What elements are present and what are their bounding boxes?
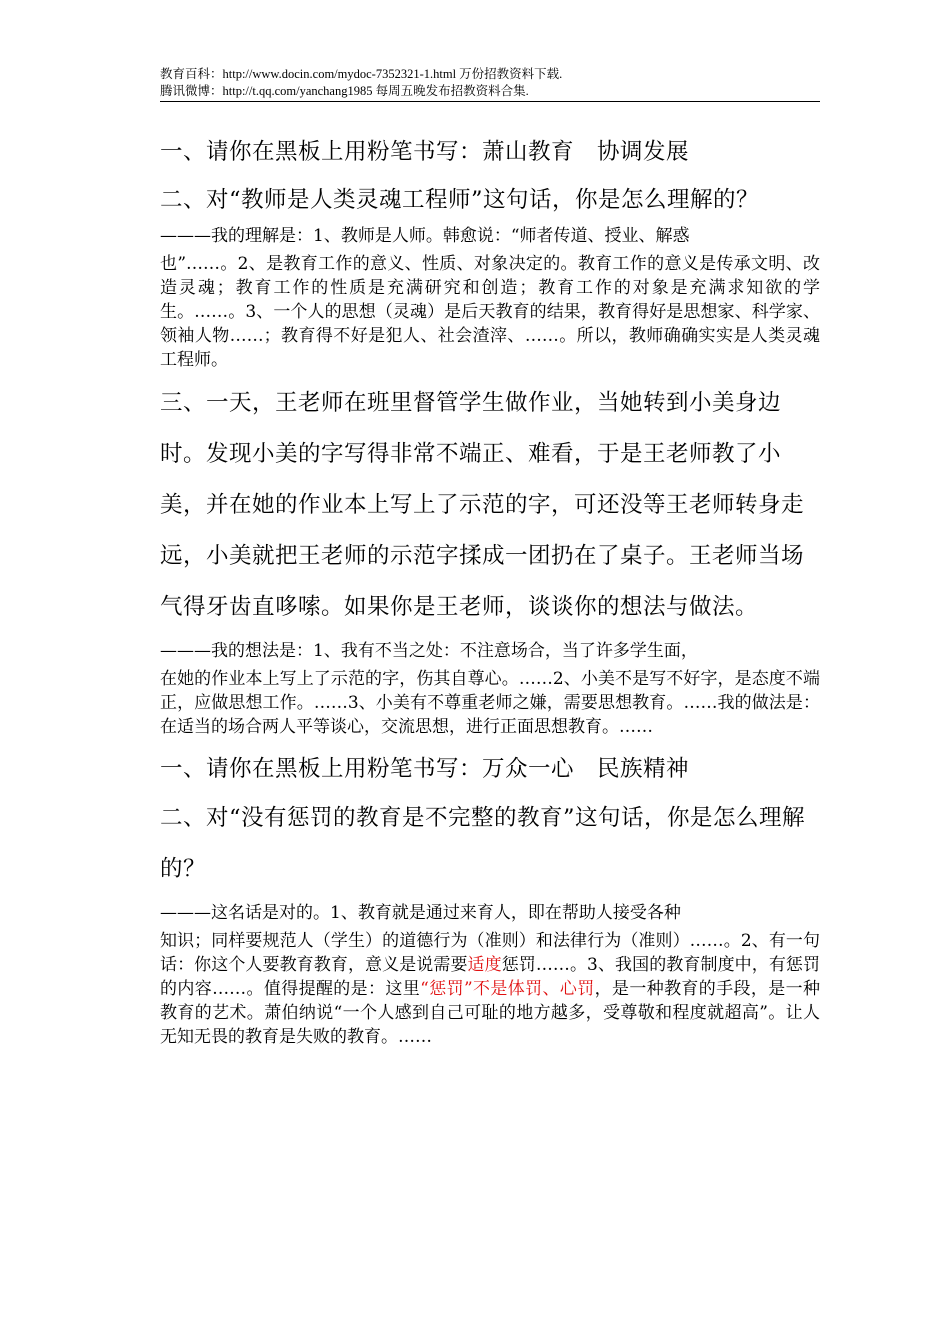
answer-3-first-line: ———我的想法是：1、我有不当之处：不注意场合，当了许多学生面， — [160, 641, 698, 661]
answer-3-body: 在她的作业本上写上了示范的字，伤其自尊心。……2、小美不是写不好字，是态度不端正，应做思想工作。……3、小美有不尊重老师之嫌，需要思想教育。……我的做法是：在适当的场合两人平等谈心，交流思想，进行正面思想教育。…… — [160, 669, 820, 737]
answer-5-part-1: 知识；同样要规范人（学生）的道德行为（准则）和法律行为（准则）……。2、有一句话：你这个人要教育教育，意义是说需要 — [160, 931, 820, 975]
answer-5-first-line: ———这名话是对的。1、教育就是通过来育人，即在帮助人接受各种 — [160, 903, 681, 923]
answer-5-highlight-moderate: 适度 — [467, 955, 502, 975]
question-3: 三、一天，王老师在班里督管学生做作业，当她转到小美身边时。发现小美的字写得非常不端正、难看，于是王老师教了小美，并在她的作业本上写上了示范的字，可还没等王老师转身走远，小美就把王老师的示范字揉成一团扔在了桌子。王老师当场气得牙齿直哆嗦。如果你是王老师，谈谈你的想法与做法。 — [160, 390, 805, 620]
answer-5-highlight-punishment: “惩罚”不是体罚、心罚 — [420, 979, 595, 999]
question-5: 二、对“没有惩罚的教育是不完整的教育”这句话，你是怎么理解的？ — [160, 805, 806, 882]
document-body — [160, 128, 820, 1049]
answer-5-part-3: ，是一种教育的手段，是一种教育的艺术。萧伯纳说“一个人感到自己可耻的地方越多，受尊敬和程度就超高”。让人无知无畏的教育是失败的教育。…… — [160, 979, 821, 1047]
question-1: 一、请你在黑板上用粉笔书写：萧山教育 协调发展 — [160, 139, 690, 165]
answer-2-first-line: ———我的理解是：1、教师是人师。韩愈说：“师者传道、授业、解惑 — [160, 226, 690, 246]
answer-5-part-2: 惩罚……。3、我国的教育制度中，有惩罚的内容……。值得提醒的是：这里 — [160, 955, 820, 999]
answer-3 — [160, 639, 820, 739]
question-4: 一、请你在黑板上用粉笔书写：万众一心 民族精神 — [160, 756, 690, 782]
answer-5 — [160, 901, 820, 1049]
answer-2 — [160, 224, 820, 372]
header-divider — [160, 101, 820, 102]
answer-2-body: 也”……。2、是教育工作的意义、性质、对象决定的。教育工作的意义是传承文明、改造灵魂；教育工作的性质是充满研究和创造；教育工作的对象是充满求知欲的学生。……。3、一个人的思想（灵魂）是后天教育的结果，教育得好是思想家、科学家、领袖人物……；教育得不好是犯人、社会渣滓、……。所以，教师确确实实是人类灵魂工程师。 — [160, 254, 820, 370]
header-line-docin[interactable]: 教育百科：http://www.docin.com/mydoc-7352321-1.html 万份招教资料下载. — [160, 67, 563, 81]
header-line-weibo[interactable]: 腾讯微博：http://t.qq.com/yanchang1985 每周五晚发布招教资料合集. — [160, 84, 529, 98]
question-2: 二、对“教师是人类灵魂工程师”这句话，你是怎么理解的？ — [160, 187, 760, 213]
page-header — [160, 66, 820, 100]
